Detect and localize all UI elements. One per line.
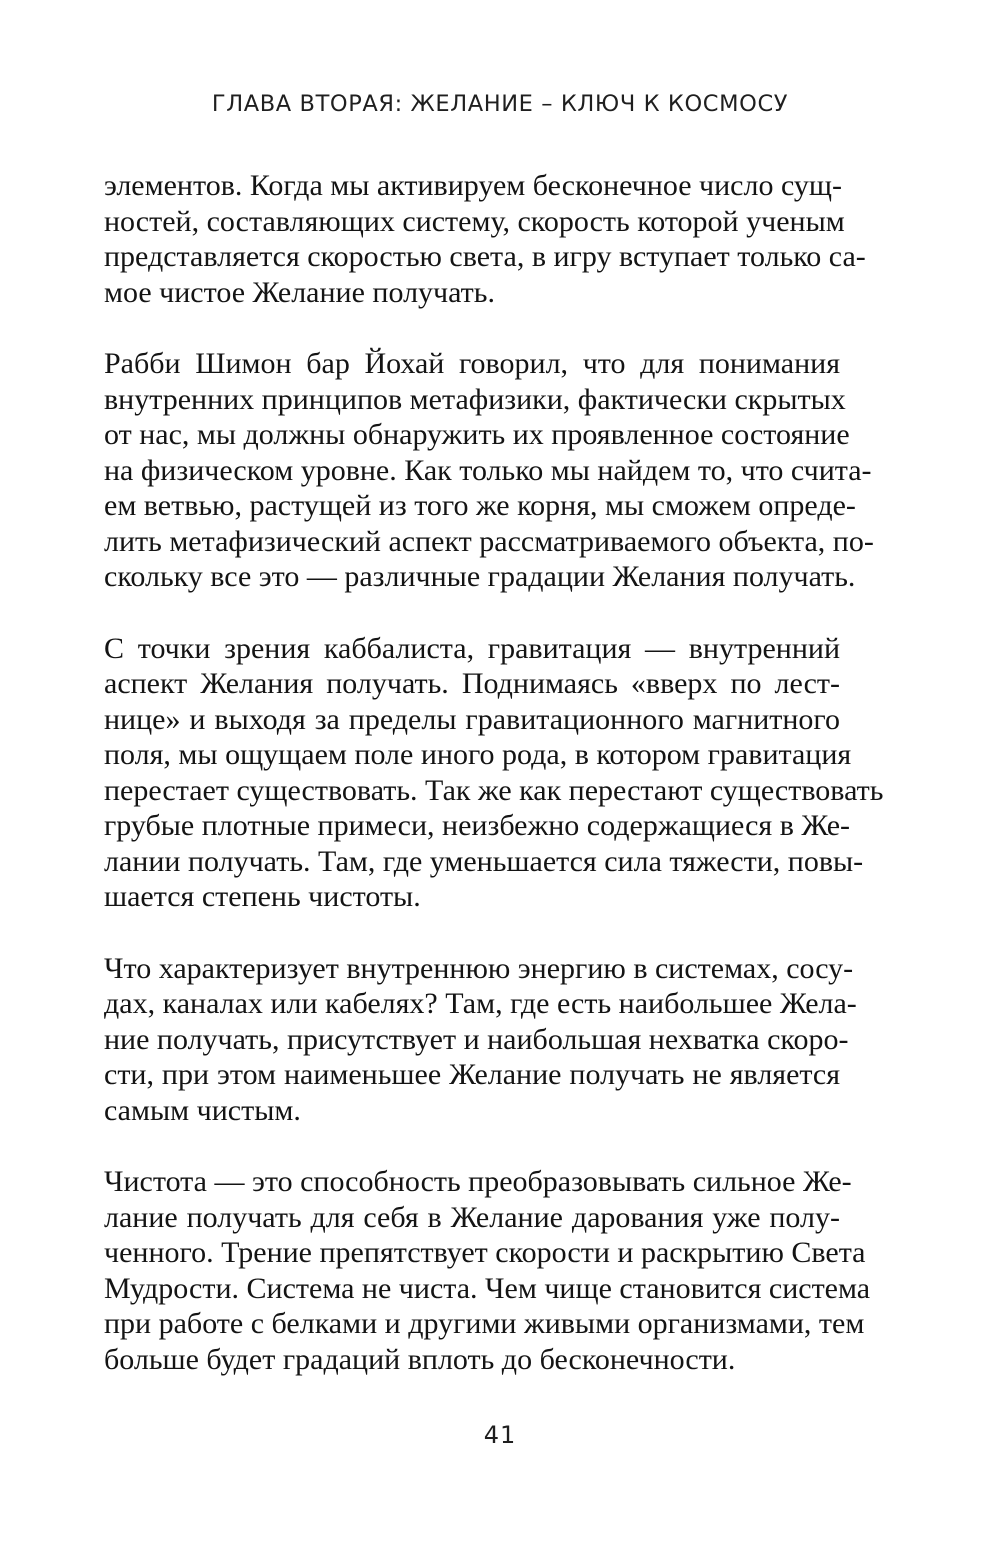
page-number: 41: [483, 1421, 517, 1449]
text-line: самым чистым.: [104, 1093, 301, 1127]
text-line: дах, каналах или кабелях? Там, где есть наибольшее Жела-: [104, 987, 857, 1020]
text-line: на физическом уровне. Как только мы найдем то, что счита-: [104, 453, 872, 487]
text-line: лании получать. Там, где уменьшается сила тяжести, повы-: [104, 844, 864, 878]
text-line: ем ветвью, растущей из того же корня, мы сможем опреде-: [104, 489, 856, 522]
text-line: сти, при этом наименьшее Желание получать не является: [104, 1058, 840, 1091]
text-line: ностей, составляющих систему, скорость которой ученым: [104, 204, 845, 238]
text-line: грубые плотные примеси, неизбежно содержащиеся в Же-: [104, 809, 851, 842]
text-line: элементов. Когда мы активируем бесконечное число сущ-: [104, 169, 842, 202]
text-line: нице» и выходя за пределы гравитационного магнитного: [104, 702, 840, 736]
text-line: аспект Желания получать. Поднимаясь «вверх по лест-: [104, 667, 840, 700]
text-line: Что характеризует внутреннюю энергию в системах, сосу-: [104, 951, 854, 985]
text-line: ченного. Трение препятствует скорости и раскрытию Света: [104, 1236, 866, 1269]
text-line: больше будет градаций вплоть до бесконечности.: [104, 1342, 736, 1376]
paragraph-3: [104, 631, 884, 915]
paragraph-4: [104, 951, 857, 1129]
paragraph-5: [104, 1164, 871, 1377]
text-line: Чистота — это способность преобразовывать сильное Же-: [104, 1165, 852, 1198]
text-line: Рабби Шимон бар Йохай говорил, что для понимания: [104, 347, 840, 380]
text-line: лание получать для себя в Желание дарования уже полу-: [104, 1200, 840, 1234]
text-line: мое чистое Желание получать.: [104, 275, 495, 309]
text-line: поля, мы ощущаем поле иного рода, в котором гравитация: [104, 738, 852, 771]
text-line: шается степень чистоты.: [104, 880, 421, 913]
text-line: скольку все это — различные градации Желания получать.: [104, 560, 856, 593]
text-line: С точки зрения каббалиста, гравитация — внутренний: [104, 631, 840, 665]
text-line: перестает существовать. Так же как перестают существовать: [104, 773, 884, 807]
text-line: ние получать, присутствует и наибольшая нехватка скоро-: [104, 1022, 849, 1056]
running-header: ГЛАВА ВТОРАЯ: ЖЕЛАНИЕ – КЛЮЧ К КОСМОСУ: [211, 91, 789, 117]
text-line: от нас, мы должны обнаружить их проявленное состояние: [104, 418, 850, 451]
paragraph-1: [104, 168, 866, 310]
text-line: лить метафизический аспект рассматриваемого объекта, по-: [104, 524, 874, 558]
paragraph-2: [104, 346, 874, 595]
text-line: внутренних принципов метафизики, фактически скрытых: [104, 382, 846, 416]
text-line: представляется скоростью света, в игру вступает только са-: [104, 240, 866, 273]
text-line: Мудрости. Система не чиста. Чем чище становится система: [104, 1271, 871, 1305]
body-text: [104, 168, 884, 1377]
text-line: при работе с белками и другими живыми организмами, тем: [104, 1307, 865, 1340]
